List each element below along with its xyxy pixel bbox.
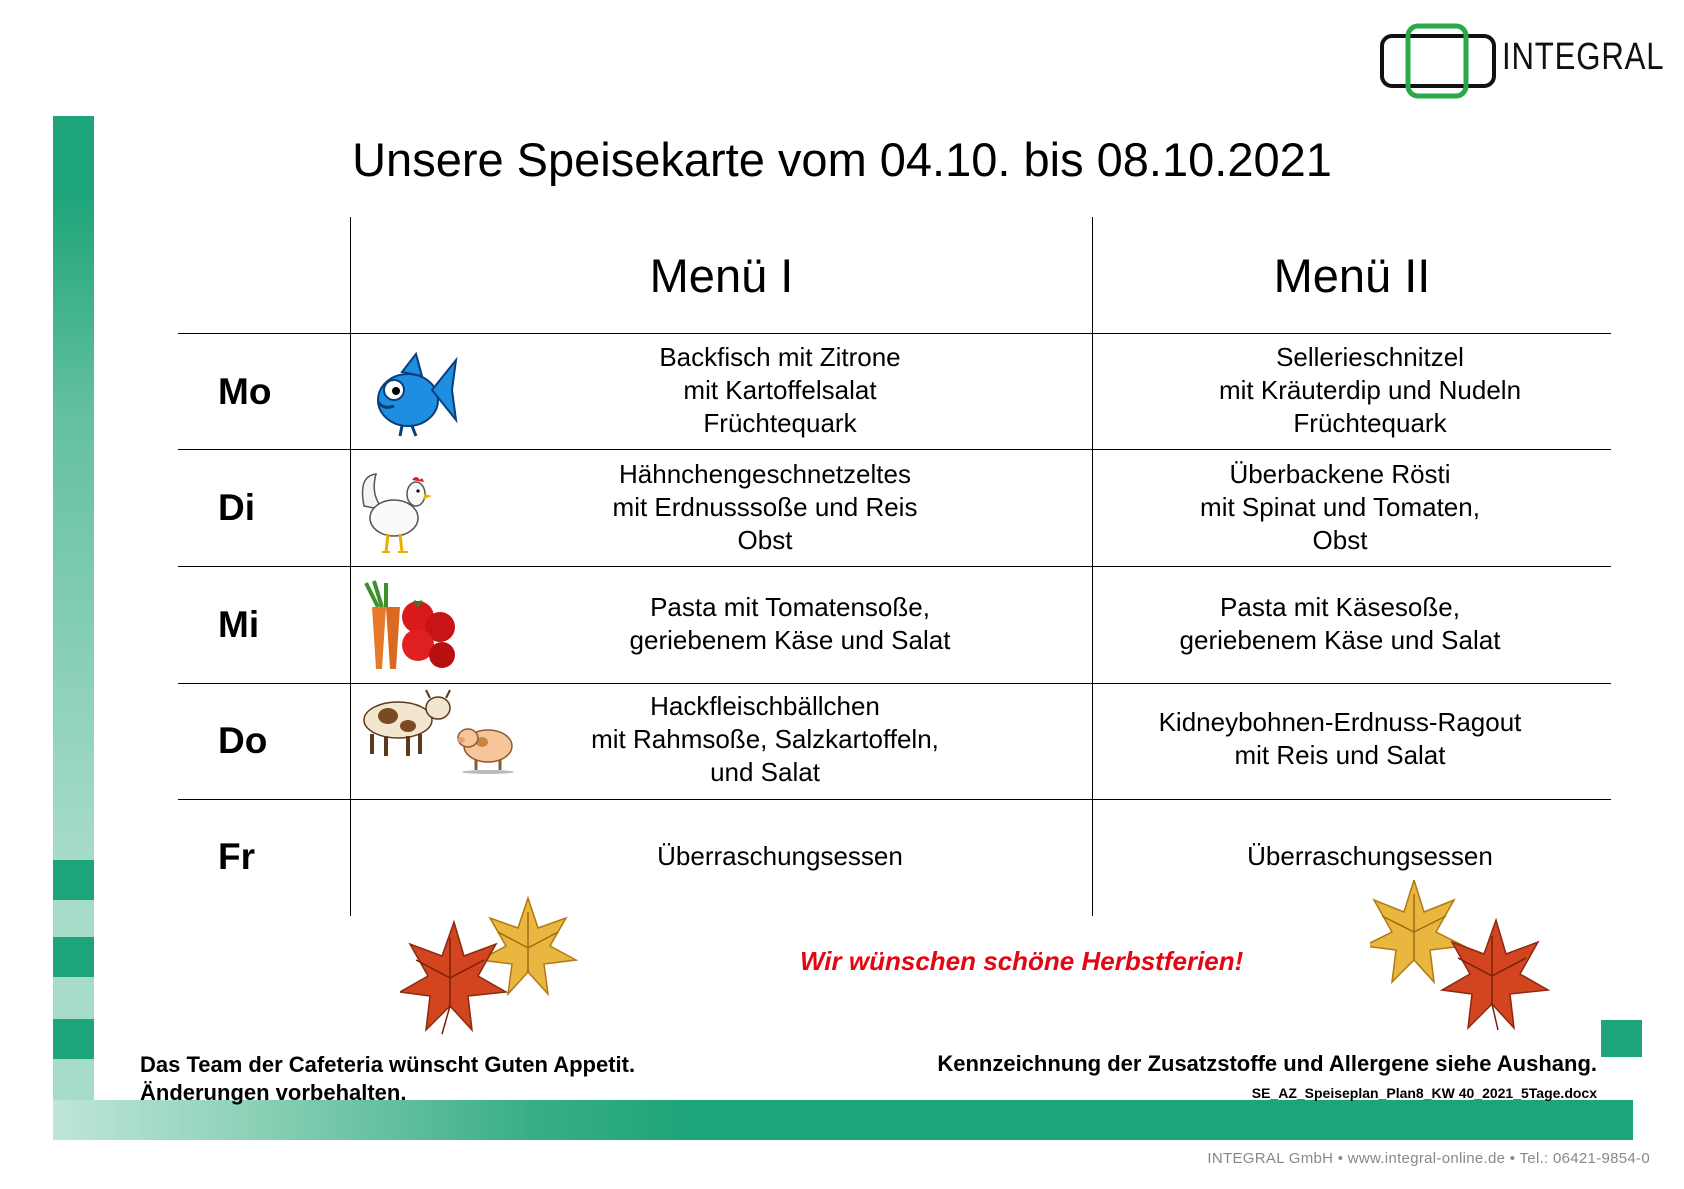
table-divider	[350, 217, 351, 916]
table-divider	[1092, 217, 1093, 916]
menu2-cell: Kidneybohnen-Erdnuss-Ragout mit Reis und Salat	[1158, 707, 1522, 770]
holiday-greeting: Wir wünschen schöne Herbstferien!	[800, 946, 1244, 976]
table-divider	[178, 449, 1611, 450]
footer-notice: Das Team der Cafeteria wünscht Guten Appetit. Änderungen vorbehalten.	[140, 1052, 636, 1105]
day-label: Do	[218, 720, 268, 761]
company-footer: INTEGRAL GmbH • www.integral-online.de • Tel.: 06421-9854-0	[1207, 1150, 1650, 1167]
column-header-menu2: Menü II	[1273, 249, 1431, 302]
right-brand-square	[1601, 1020, 1642, 1057]
cow-pig-icon	[358, 686, 524, 774]
menu1-cell: Pasta mit Tomatensoße, geriebenem Käse und Salat	[629, 592, 951, 655]
menu1-cell: Backfisch mit Zitrone mit Kartoffelsalat Früchtequark	[659, 342, 901, 438]
menu1-cell: Überraschungsessen	[657, 841, 903, 871]
menu2-cell: Überbackene Rösti mit Spinat und Tomaten, Obst	[1200, 459, 1480, 555]
table-divider	[178, 799, 1611, 800]
vegetables-icon	[356, 577, 462, 673]
table-divider	[178, 566, 1611, 567]
autumn-leaves-icon	[400, 888, 590, 1038]
left-brand-square	[53, 1019, 94, 1059]
left-brand-square	[53, 1059, 94, 1100]
left-brand-bar	[53, 116, 94, 861]
menu2-cell: Überraschungsessen	[1247, 841, 1493, 871]
menu2-cell: Sellerieschnitzel mit Kräuterdip und Nudeln Früchtequark	[1218, 342, 1522, 438]
allergen-notice: Kennzeichnung der Zusatzstoffe und Allergene siehe Aushang.	[937, 1051, 1597, 1076]
left-brand-square	[53, 900, 94, 937]
autumn-leaves-icon	[1370, 880, 1555, 1030]
table-divider	[178, 683, 1611, 684]
logo-text: INTEGRAL	[1502, 36, 1665, 78]
fish-icon	[372, 350, 458, 438]
page-title: Unsere Speisekarte vom 04.10. bis 08.10.2021	[352, 133, 1332, 186]
menu1-cell: Hähnchengeschnetzeltes mit Erdnusssoße und Reis Obst	[612, 459, 918, 555]
chicken-icon	[356, 466, 436, 558]
left-brand-square	[53, 860, 94, 900]
document-filename: SE_AZ_Speiseplan_Plan8_KW 40_2021_5Tage.docx	[1251, 1085, 1597, 1101]
table-divider	[178, 333, 1611, 334]
left-brand-square	[53, 977, 94, 1019]
day-label: Di	[218, 487, 255, 528]
menu1-cell: Hackfleischbällchen mit Rahmsoße, Salzkartoffeln, und Salat	[591, 691, 939, 787]
day-label: Fr	[218, 836, 255, 877]
day-label: Mi	[218, 604, 260, 645]
day-label: Mo	[218, 371, 272, 412]
left-brand-square	[53, 937, 94, 977]
menu2-cell: Pasta mit Käsesoße, geriebenem Käse und Salat	[1179, 592, 1501, 655]
column-header-menu1: Menü I	[649, 249, 794, 302]
